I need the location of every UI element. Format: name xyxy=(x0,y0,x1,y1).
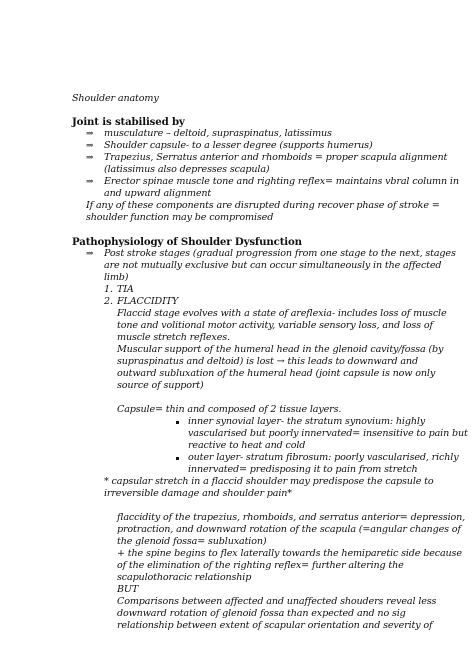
paragraph-line: muscle stretch reflexes. xyxy=(117,332,230,343)
square-bullet-icon xyxy=(176,421,179,424)
arrow-bullet-icon: ⇒ xyxy=(86,141,94,151)
section-heading-pathophysiology: Pathophysiology of Shoulder Dysfunction xyxy=(72,236,302,248)
outer-layer-line: outer layer- stratum fibrosum: poorly vascularised, richly xyxy=(188,452,459,463)
bullet-text: musculature – deltoid, supraspinatus, latissimus xyxy=(104,128,332,139)
paragraph-line: scapulothoracic relationship xyxy=(117,572,252,583)
bullet-text-cont: (latissimus also depresses scapula) xyxy=(104,164,270,175)
arrow-bullet-icon: ⇒ xyxy=(86,129,94,139)
paragraph-line: Flaccid stage evolves with a state of areflexia- includes loss of muscle xyxy=(117,308,447,319)
section-heading-stabilised: Joint is stabilised by xyxy=(72,116,185,128)
arrow-bullet-icon: ⇒ xyxy=(86,177,94,187)
star-note-line: * capsular stretch in a flaccid shoulder may predispose the capsule to xyxy=(104,476,434,487)
paragraph-line: protraction, and downward rotation of the scapula (=angular changes of xyxy=(117,524,461,535)
bullet-text: Shoulder capsule- to a lesser degree (supports humerus) xyxy=(104,140,373,151)
arrow-bullet-icon: ⇒ xyxy=(86,249,94,259)
intro-line: limb) xyxy=(104,272,129,283)
paragraph-line: + the spine begins to flex laterally towards the hemiparetic side because xyxy=(117,548,462,559)
paragraph-line: supraspinatus and deltoid) is lost → this leads to downward and xyxy=(117,356,418,367)
note-line: shoulder function may be compromised xyxy=(86,212,274,223)
stage-flaccidity: FLACCIDITY xyxy=(117,296,179,307)
intro-line: Post stroke stages (gradual progression from one stage to the next, stages xyxy=(104,248,456,259)
star-note-line: irreversible damage and shoulder pain* xyxy=(104,488,292,499)
bullet-text: Trapezius, Serratus anterior and rhomboids = proper scapula alignment xyxy=(104,152,448,163)
square-bullet-icon xyxy=(176,457,179,460)
outer-layer-line: innervated= predisposing it to pain from stretch xyxy=(188,464,418,475)
paragraph-line: tone and volitional motor activity, variable sensory loss, and loss of xyxy=(117,320,433,331)
bullet-text: Erector spinae muscle tone and righting reflex= maintains vbral column in xyxy=(104,176,459,187)
note-line: If any of these components are disrupted during recover phase of stroke = xyxy=(86,200,440,211)
paragraph-line: Muscular support of the humeral head in the glenoid cavity/fossa (by xyxy=(117,344,444,355)
paragraph-line: of the elimination of the righting reflex= further altering the xyxy=(117,560,404,571)
intro-line: are not mutually exclusive but can occur simultaneously in the affected xyxy=(104,260,442,271)
but-line: BUT xyxy=(117,584,139,595)
paragraph-line: relationship between extent of scapular orientation and severity of xyxy=(117,620,433,631)
arrow-bullet-icon: ⇒ xyxy=(86,153,94,163)
inner-layer-line: reactive to heat and cold xyxy=(188,440,306,451)
stage-tia: TIA xyxy=(117,284,134,295)
document-title: Shoulder anatomy xyxy=(72,93,159,104)
capsule-line: Capsule= thin and composed of 2 tissue layers. xyxy=(117,404,342,415)
paragraph-line: downward rotation of glenoid fossa than expected and no sig xyxy=(117,608,406,619)
inner-layer-line: inner synovial layer- the stratum synovium: highly xyxy=(188,416,426,427)
inner-layer-line: vascularised but poorly innervated= insensitive to pain but xyxy=(188,428,468,439)
paragraph-line: Comparisons between affected and unaffected shouders reveal less xyxy=(117,596,437,607)
paragraph-line: source of support) xyxy=(117,380,204,391)
bullet-text-cont: and upward alignment xyxy=(104,188,212,199)
paragraph-line: outward subluxation of the humeral head (joint capsule is now only xyxy=(117,368,436,379)
list-number: 2. xyxy=(104,296,113,307)
paragraph-line: the glenoid fossa= subluxation) xyxy=(117,536,267,547)
list-number: 1. xyxy=(104,284,113,295)
paragraph-line: flaccidity of the trapezius, rhomboids, and serratus anterior= depression, xyxy=(117,512,466,523)
